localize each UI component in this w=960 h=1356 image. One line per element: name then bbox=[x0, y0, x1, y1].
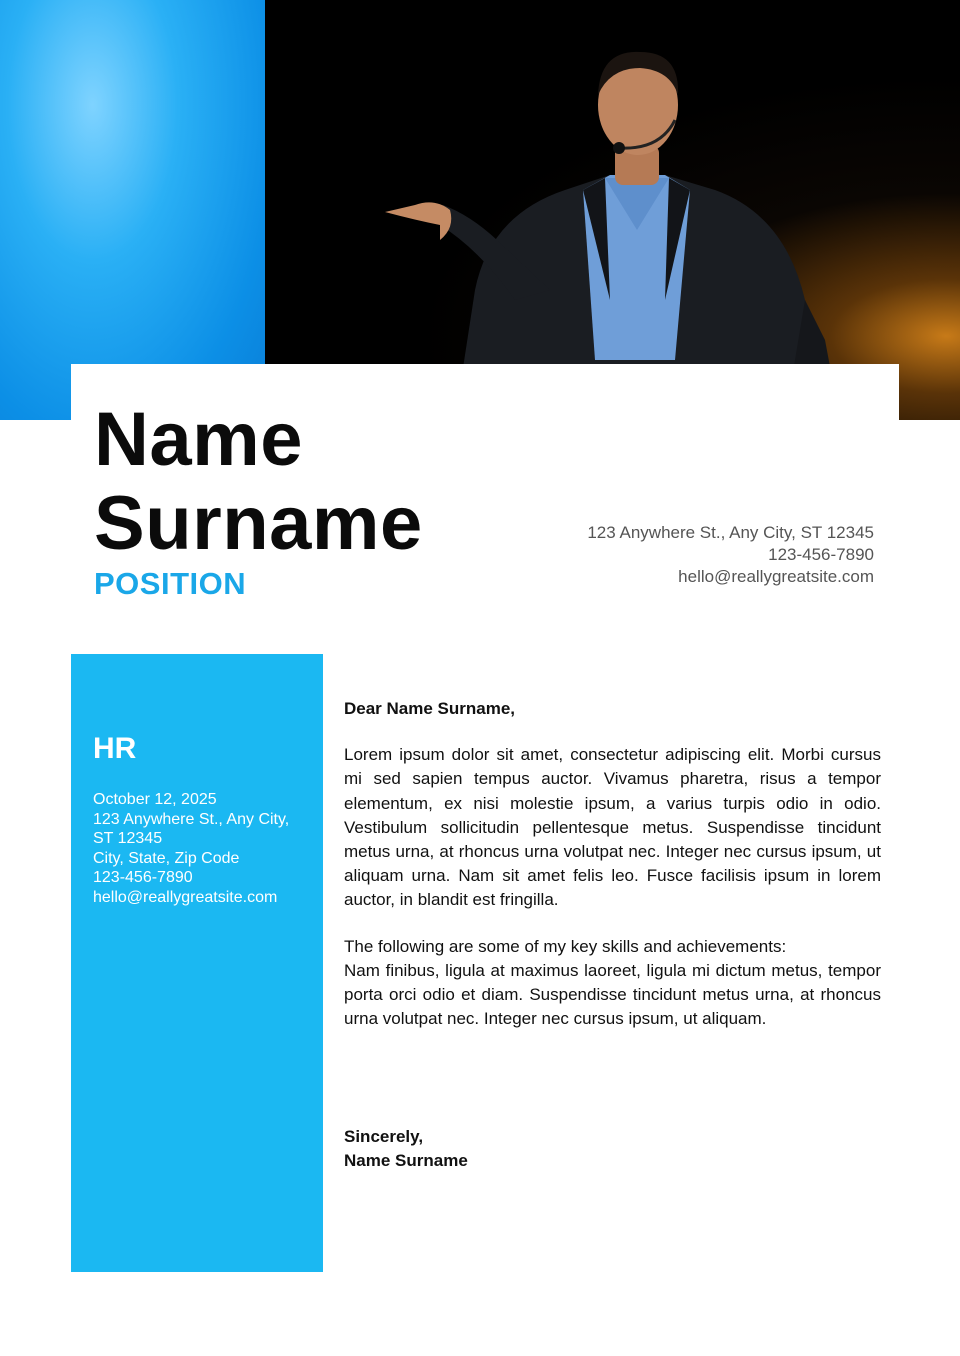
sender-contact bbox=[587, 522, 874, 588]
skills-intro: The following are some of my key skills and achievements: bbox=[344, 936, 787, 956]
sender-phone: 123-456-7890 bbox=[768, 545, 874, 564]
recipient-title: HR bbox=[93, 732, 137, 765]
position-title: POSITION bbox=[94, 566, 247, 601]
recipient-sidebar bbox=[71, 654, 323, 1272]
sender-email: hello@reallygreatsite.com bbox=[678, 567, 874, 586]
recipient-address-line1: 123 Anywhere St., Any City, bbox=[93, 810, 290, 828]
speaker-photo bbox=[265, 0, 960, 420]
page-title bbox=[94, 398, 423, 566]
closing-block bbox=[344, 1125, 468, 1173]
recipient-phone: 123-456-7890 bbox=[93, 869, 193, 887]
salutation: Dear Name Surname, bbox=[344, 699, 516, 718]
paragraph-1: Lorem ipsum dolor sit amet, consectetur adipiscing elit. Morbi cursus mi sed sapien tempus auctor. Vivamus pharetra, risus a tempor elementum, ex nisi molestie ipsum, a varius turpis odio in odio. Vestibulum sollicitudin pellentesque metus. Suspendisse tincidunt metus urna, at rhoncus urna volutpat nec. Integer nec cursus ipsum, ut aliquam urna. Nam sit amet felis leo. Fusce facilisis ipsum in lorem auctor, in blandit est fringilla. bbox=[344, 745, 881, 910]
closing-line: Sincerely, bbox=[344, 1127, 424, 1146]
paragraph-2: Nam finibus, ligula at maximus laoreet, ligula mi dictum metus, tempor porta orci odio et diam. Suspendisse tincidunt metus urna, at rhoncus urna volutpat nec. Integer nec cursus ipsum, ut aliquam. bbox=[344, 960, 881, 1029]
letter-body bbox=[344, 697, 881, 1171]
recipient-city-line: City, State, Zip Code bbox=[93, 849, 240, 867]
name-second-line: Surname bbox=[94, 481, 423, 566]
blue-gradient-panel bbox=[0, 0, 265, 420]
signature: Name Surname bbox=[344, 1151, 468, 1171]
sender-address: 123 Anywhere St., Any City, ST 12345 bbox=[587, 523, 874, 542]
recipient-address-line2: ST 12345 bbox=[93, 830, 163, 848]
letter-date: October 12, 2025 bbox=[93, 791, 217, 808]
speaker-illustration bbox=[265, 0, 960, 420]
recipient-email: hello@reallygreatsite.com bbox=[93, 888, 278, 906]
recipient-details bbox=[93, 790, 308, 908]
name-first-line: Name bbox=[94, 397, 303, 482]
